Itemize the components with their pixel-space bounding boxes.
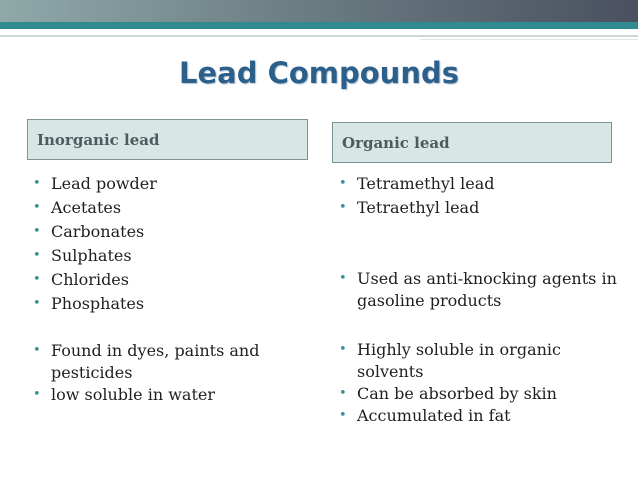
list-item-text: Highly soluble in organic solvents bbox=[357, 340, 561, 381]
bullet-icon: • bbox=[33, 248, 41, 263]
top-decorative-band bbox=[0, 0, 638, 22]
list-item-text: low soluble in water bbox=[51, 385, 215, 404]
inorganic-lead-header-label: Inorganic lead bbox=[37, 130, 160, 149]
bullet-icon: • bbox=[33, 387, 41, 402]
inorganic-compounds-list bbox=[33, 172, 313, 316]
list-item bbox=[339, 172, 619, 196]
slide-title: Lead Compounds bbox=[179, 56, 459, 90]
organic-lead-header bbox=[332, 122, 612, 163]
list-item bbox=[33, 384, 293, 406]
bullet-icon: • bbox=[339, 342, 347, 357]
list-item-text: Chlorides bbox=[51, 270, 129, 289]
list-item-text: Tetramethyl lead bbox=[357, 174, 495, 193]
top-divider-line bbox=[0, 35, 638, 37]
list-item bbox=[33, 172, 313, 196]
list-item bbox=[339, 383, 619, 405]
list-item bbox=[339, 268, 619, 312]
bullet-icon: • bbox=[33, 176, 41, 191]
organic-properties-list bbox=[339, 339, 619, 427]
list-item bbox=[33, 340, 293, 384]
list-item-text: Phosphates bbox=[51, 294, 145, 313]
top-divider-line-short bbox=[420, 39, 638, 40]
list-item-text: Tetraethyl lead bbox=[357, 198, 480, 217]
top-accent-band bbox=[0, 22, 638, 29]
list-item bbox=[339, 405, 619, 427]
bullet-icon: • bbox=[339, 200, 347, 215]
bullet-icon: • bbox=[339, 408, 347, 423]
list-item bbox=[33, 220, 313, 244]
list-item-text: Accumulated in fat bbox=[357, 406, 511, 425]
list-item-text: Can be absorbed by skin bbox=[357, 384, 557, 403]
bullet-icon: • bbox=[33, 296, 41, 311]
organic-lead-header-label: Organic lead bbox=[342, 133, 450, 152]
list-item-text: Used as anti-knocking agents in gasoline products bbox=[357, 269, 617, 310]
list-item bbox=[33, 268, 313, 292]
inorganic-lead-header bbox=[27, 119, 308, 160]
list-item-text: Carbonates bbox=[51, 222, 145, 241]
bullet-icon: • bbox=[33, 200, 41, 215]
bullet-icon: • bbox=[33, 224, 41, 239]
organic-uses-list bbox=[339, 268, 619, 312]
list-item-text: Acetates bbox=[51, 198, 122, 217]
list-item bbox=[33, 292, 313, 316]
organic-compounds-list bbox=[339, 172, 619, 220]
bullet-icon: • bbox=[33, 343, 41, 358]
list-item-text: Lead powder bbox=[51, 174, 157, 193]
list-item bbox=[33, 196, 313, 220]
list-item-text: Found in dyes, paints and pesticides bbox=[51, 341, 260, 382]
list-item bbox=[33, 244, 313, 268]
bullet-icon: • bbox=[339, 176, 347, 191]
bullet-icon: • bbox=[339, 386, 347, 401]
inorganic-properties-list bbox=[33, 340, 293, 406]
bullet-icon: • bbox=[33, 272, 41, 287]
bullet-icon: • bbox=[339, 271, 347, 286]
list-item bbox=[339, 339, 619, 383]
list-item bbox=[339, 196, 619, 220]
list-item-text: Sulphates bbox=[51, 246, 132, 265]
